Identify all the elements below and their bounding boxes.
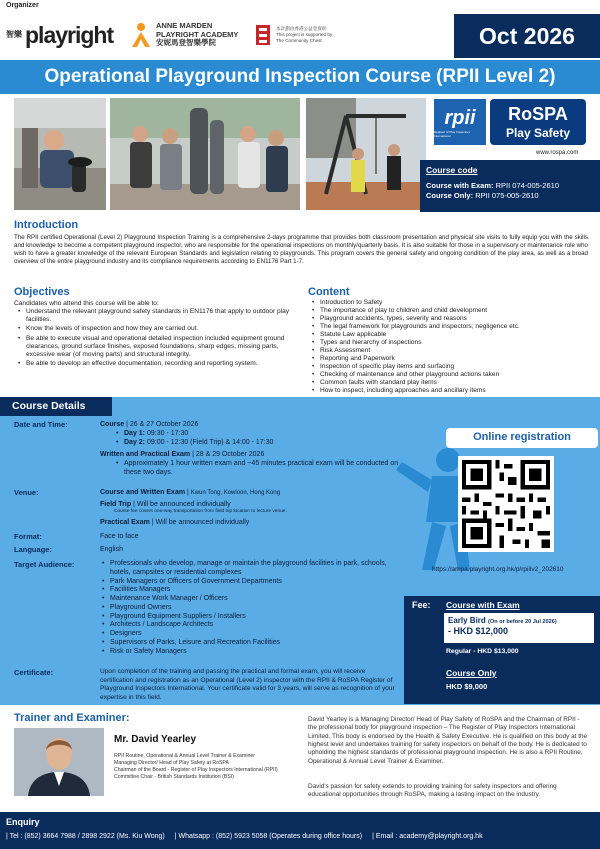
list-item: • The legal framework for playgrounds and inspectors; negligence etc.	[310, 323, 590, 331]
content-list	[310, 299, 590, 395]
list-item: • Be able to execute visual and operational detailed inspection included equipment ground clearances, ground surface finishes, exposed foundations, sharp edges, missing parts, excessive wear (of moving parts) and structural integrity.	[16, 335, 296, 360]
list-item: • Playground Owners	[100, 604, 400, 613]
early-bird-price: - HKD $12,000	[448, 626, 509, 636]
academy-emblem-icon	[130, 22, 152, 48]
list-item: • Introduction to Safety	[310, 299, 590, 307]
language-label: Language:	[14, 545, 52, 554]
list-item: • Supervisors of Parks, Leisure and Recreation Facilities	[100, 639, 400, 648]
day2-time: 09:00 - 12:30 (Field Trip) & 14:00 - 17:30	[146, 439, 274, 447]
credential-line: Managing Director/ Head of Play Safety at RoSPA	[114, 759, 229, 766]
venue-ft-value: Will be announced individually	[136, 500, 231, 508]
day1-time: 09:30 - 17:30	[146, 430, 189, 438]
code-exam-label: Course with Exam:	[426, 180, 494, 190]
introduction-heading: Introduction	[14, 219, 79, 231]
course-details-heading: Course Details	[0, 397, 112, 416]
fee-label: Fee:	[412, 600, 431, 610]
trainer-bio: David Yearley is a Managing Director/ Head of Play Safety of RoSPA and the Chairman of RPII - the professional body for playground inspection – The Register of Play Inspectors International Limited. This body is endorsed by the Health & Safety Executive. He is qualified on this body at the highest level and undertakes training for safety inspectors on behalf of the body. He is dedicated to upholding the highest standards of professional playground inspection. He is also a RPII Routine, Operational & Annual Level Trainer & Examiner.	[308, 716, 588, 765]
list-item: • Checking of maintenance and other playground actions taken	[310, 371, 590, 379]
fee-course-only-heading: Course Only	[446, 668, 497, 678]
trainer-name: Mr. David Yearley	[114, 734, 197, 745]
venue-value: Course and Written Exam | Kwun Tong, Kowloon, Hong Kong Field Trip | Will be announced individually Course fee covers one-way transportation from field trip location to lecture venue. Practical Exam | Will be announced individually	[100, 488, 400, 527]
exam-dates: 28 & 29 October 2026	[195, 451, 265, 459]
organizer-label: Organizer	[6, 2, 39, 9]
list-item: • Facilities Managers	[100, 586, 400, 595]
format-value: Face to face	[100, 533, 139, 540]
rpii-logo-sub: Register of Play Inspectors International	[434, 129, 470, 138]
chest-line3: The Community Chest	[276, 37, 322, 43]
list-item: • Playground Equipment Suppliers / Installers	[100, 613, 400, 622]
list-item: • Risk or Safety Managers	[100, 648, 400, 657]
rospa-logo-sub: Play Safety	[505, 125, 571, 140]
venue-pe-value: Will be announced individually	[155, 519, 250, 527]
code-only-value: RPII 075-005-2610	[475, 191, 539, 201]
page-title: Operational Playground Inspection Course (RPII Level 2)	[44, 66, 556, 88]
certificate-value: Upon completion of the training and passing the practical and formal exam, you will receive certification and registration as an Operational (Level 2) inspector with the RPII & RoSPA Register of Playground Inspectors International. Your certificate valid for 3 years, will serve as recognition of your expertise in this field.	[100, 668, 395, 701]
early-bird-label: Early Bird	[448, 616, 486, 625]
list-item: • Park Managers or Officers of Government Departments	[100, 578, 400, 587]
introduction-text: The RPII certified Operational (Level 2) Playground Inspection Training is a comprehensive 2-days programme that provides both classroom presentation and physical site visits to fully equip you with the skills and knowledge to become a competent playground inspector, who are responsible for the operational inspections on monthly/quarterly basis. It is also suitable for those in a supervisory or maintenance role who wish to have a greater knowledge of the relevant European Standards and legislation relating to playgrounds. This program covers the general safety and ongoing condition of the play area, as well as a broad overview of the entire playground industry and its compliance requirements according to EN1176 Part 1-7.	[14, 234, 588, 266]
list-item: • Architects / Landscape Architects	[100, 621, 400, 630]
day1-label: Day 1:	[124, 430, 146, 438]
enquiry-heading: Enquiry	[6, 817, 40, 827]
course-code-box	[420, 160, 600, 212]
fee-course-only-price: HKD $9,000	[446, 682, 488, 691]
community-chest-logo	[254, 20, 354, 50]
venue-ft-label: Field Trip	[100, 500, 132, 508]
title-bar	[0, 60, 600, 94]
list-item: • Know the levels of inspection and how they are carried out.	[16, 325, 296, 333]
list-item: • Statute Law applicable	[310, 331, 590, 339]
language-value: English	[100, 546, 123, 553]
list-item: • Inspection of specific play items and surfacing	[310, 363, 590, 371]
credential-line: Chairman of the Board - Register of Play Inspectors International (RPII)	[114, 766, 278, 773]
rpii-logo-text: rpii	[444, 106, 476, 129]
registration-qr-code[interactable]	[458, 456, 554, 552]
list-item: • Reporting and Paperwork	[310, 355, 590, 363]
list-item: • The importance of play to children and child development	[310, 307, 590, 315]
day2-label: Day 2:	[124, 439, 146, 447]
certificate-label: Certificate:	[14, 668, 54, 677]
trainer-bio-2: David's passion for safety extends to providing training for safety inspectors and offering educational opportunities through RoSPA, making a lasting impact on the industry.	[308, 783, 557, 799]
course-date-banner: Oct 2026	[454, 14, 600, 58]
credential-line: RPII Routine, Operational & Annual Level Trainer & Examiner	[114, 753, 256, 759]
trainer-credentials	[114, 753, 304, 780]
list-item: • Understand the relevant playground safety standards in EN1176 that apply to outdoor play facilities.	[16, 308, 296, 324]
code-exam-value: RPII 074-005-2610	[495, 180, 559, 190]
early-bird-box	[444, 613, 594, 643]
list-item: • Designers	[100, 630, 400, 639]
chest-line2: This project is supported by	[276, 32, 333, 38]
academy-cn: 安妮馬登智樂學院	[156, 38, 216, 48]
course-label: Course	[100, 421, 125, 428]
rospa-url[interactable]: www.rospa.com	[536, 150, 579, 156]
venue-label: Venue:	[14, 488, 39, 497]
course-code-heading: Course code	[426, 165, 478, 175]
venue-ft-note: Course fee covers one-way transportation from field trip location to lecture venue.	[114, 508, 287, 514]
fee-with-exam-heading: Course with Exam	[446, 600, 520, 610]
academy-logo	[130, 20, 250, 50]
audience-list	[100, 560, 400, 656]
list-item: • Playground accidents, types, severity and reasons	[310, 315, 590, 323]
rospa-logo-text: RoSPA	[508, 104, 568, 125]
enquiry-footer	[0, 812, 600, 849]
academy-line1: ANNE MARDEN	[156, 21, 213, 31]
list-item: • Professionals who develop, manage or maintain the playground facilities in park, schools, hotels, campsites or residential complexes	[100, 560, 400, 578]
rpii-logo	[434, 99, 486, 145]
objectives-lead: Candidates who attend this course will be able to:	[14, 300, 159, 307]
enquiry-tel[interactable]: | Tel : (852) 3664 7988 / 2898 2922 (Ms. Kiu Wong)	[6, 833, 165, 841]
enquiry-whatsapp[interactable]: | Whatsapp : (852) 5923 5058 (Operates during office hours)	[174, 833, 363, 841]
date-label: Date and Time:	[14, 420, 68, 429]
list-item: • Be able to develop an effective documentation, recording and reporting system.	[16, 360, 296, 368]
playright-logo-text: playright	[25, 21, 114, 48]
enquiry-email[interactable]: | Email : academy@playright.org.hk	[372, 833, 483, 841]
code-only-label: Course Only:	[426, 191, 474, 201]
photo-group-site-visit	[110, 98, 300, 210]
exam-note: • Approximately 1 hour written exam and ~45 minutes practical exam will be conducted on these two days.	[114, 459, 400, 477]
playright-logo	[6, 20, 122, 50]
registration-url[interactable]: https://ampa.playright.org.hk/p/rpiilv2_202610	[432, 566, 564, 573]
photo-swing-inspection	[306, 98, 426, 210]
regular-price: Regular - HKD $13,000	[446, 648, 519, 655]
list-item: • Risk Assessment	[310, 347, 590, 355]
trainer-heading: Trainer and Examiner:	[14, 712, 130, 724]
trainer-photo	[14, 728, 104, 796]
format-label: Format:	[14, 532, 42, 541]
list-item: • Types and hierarchy of inspections	[310, 339, 590, 347]
rospa-logo	[490, 99, 586, 145]
content-heading: Content	[308, 286, 350, 298]
photo-inspection-spring-rider	[14, 98, 106, 210]
audience-label: Target Audience:	[14, 560, 75, 569]
venue-cw-label: Course and Written Exam	[100, 489, 186, 496]
course-dates: 26 & 27 October 2026	[129, 421, 199, 428]
academy-line2: PLAYRIGHT ACADEMY	[156, 29, 239, 39]
list-item: • Maintenance Work Manager / Officers	[100, 595, 400, 604]
chest-line1: 本計劃由香港公益金資助	[276, 26, 327, 32]
credential-line: Committee Chair - British Standards Institution (BSI)	[114, 773, 234, 780]
early-bird-note: (On or before 20 Jul 2026)	[488, 619, 557, 625]
community-chest-icon	[254, 23, 272, 47]
objectives-list	[16, 308, 296, 370]
exam-label: Written and Practical Exam	[100, 451, 191, 459]
venue-pe-label: Practical Exam	[100, 519, 150, 527]
playright-logo-cn: 智樂	[6, 30, 22, 39]
venue-cw-value: Kwun Tong, Kowloon, Hong Kong	[190, 490, 281, 496]
online-registration-heading: Online registration	[446, 428, 598, 448]
list-item: • Common faults with standard play items	[310, 379, 590, 387]
objectives-heading: Objectives	[14, 286, 70, 298]
date-value: Course | 26 & 27 October 2026 • Day 1: 09:30 - 17:30 • Day 2: 09:00 - 12:30 (Field Trip) & 14:00 - 17:30 Written and Practical Exam | 28 & 29 October 2026 • Approximately 1 hour written exam and ~45 minutes practical exam will be conducted on these two days.	[100, 420, 400, 478]
list-item: • How to inspect, including approaches and ancillary items	[310, 387, 590, 395]
